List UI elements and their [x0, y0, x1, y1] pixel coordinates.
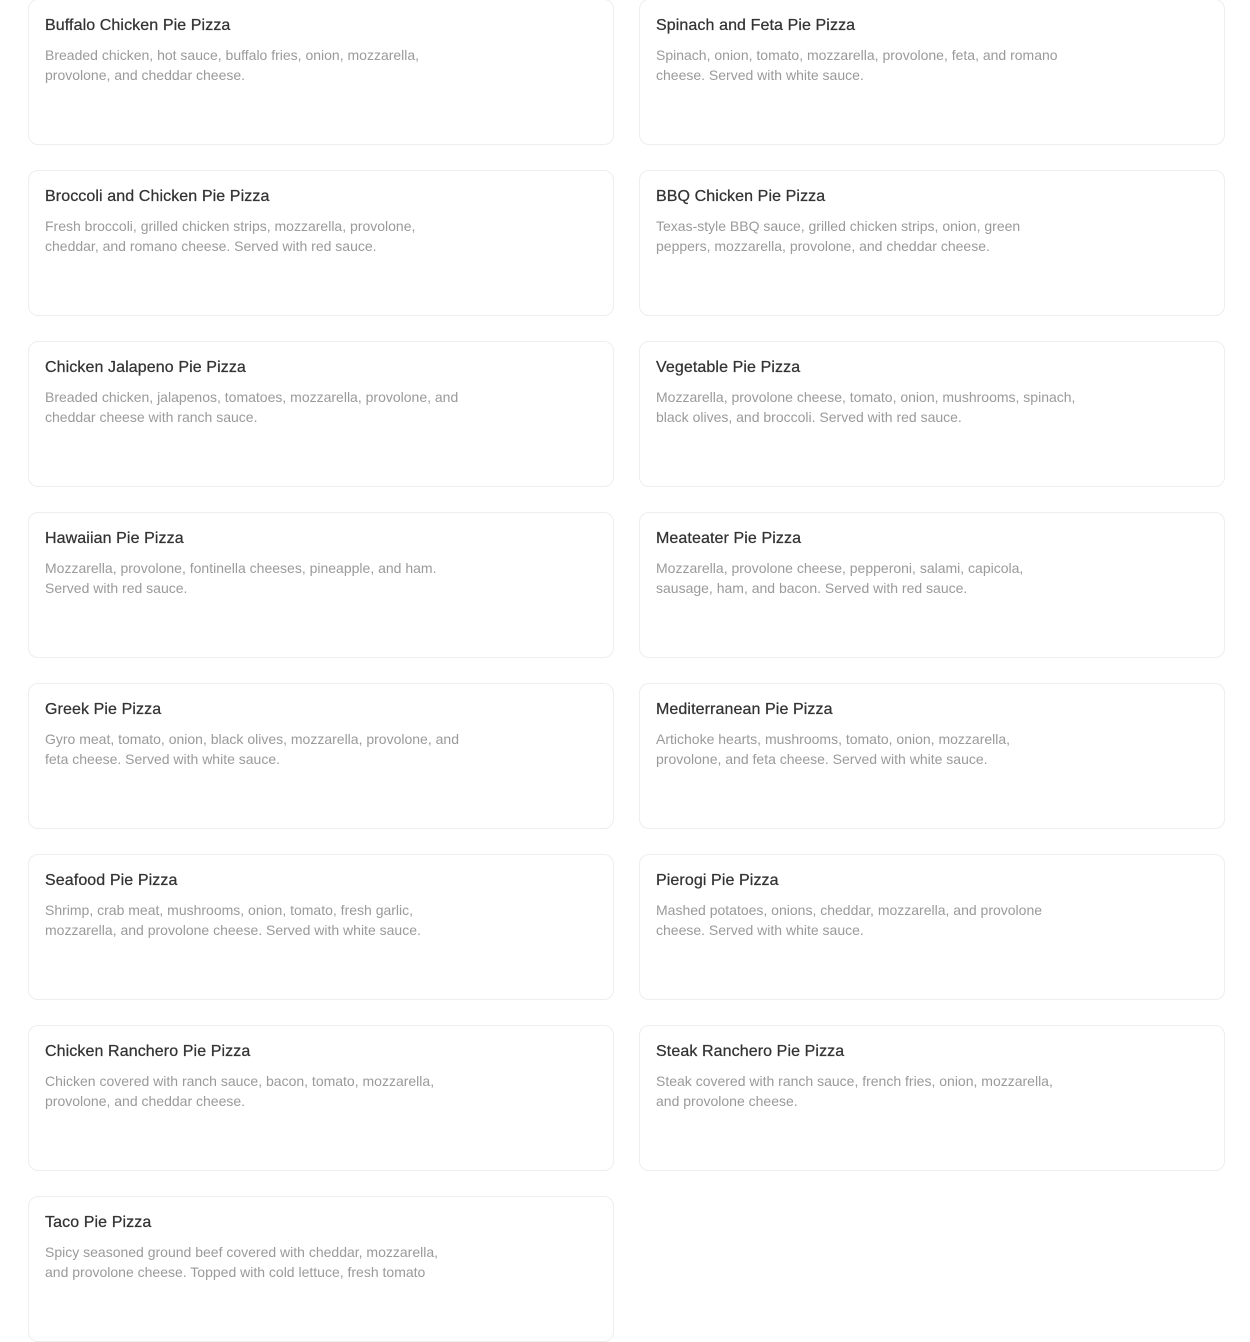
menu-item-name: Hawaiian Pie Pizza [45, 530, 184, 547]
menu-item-name: Chicken Jalapeno Pie Pizza [45, 359, 246, 376]
menu-item-card-hawaiian-pie-pizza[interactable] [28, 512, 614, 658]
menu-item-description: Spinach, onion, tomato, mozzarella, provolone, feta, and romano cheese. Served with white sauce. [656, 47, 1058, 83]
menu-item-card-steak-ranchero-pie-pizza[interactable] [639, 1025, 1225, 1171]
menu-item-card-chicken-ranchero-pie-pizza[interactable] [28, 1025, 614, 1171]
menu-item-card-bbq-chicken-pie-pizza[interactable] [639, 170, 1225, 316]
menu-item-name: Greek Pie Pizza [45, 701, 162, 718]
menu-item-description: Mozzarella, provolone cheese, pepperoni, salami, capicola, sausage, ham, and bacon. Served with red sauce. [656, 560, 1024, 596]
menu-item-description: Artichoke hearts, mushrooms, tomato, onion, mozzarella, provolone, and feta cheese. Served with white sauce. [656, 731, 1011, 767]
menu-item-card-meateater-pie-pizza[interactable] [639, 512, 1225, 658]
menu-item-description: Breaded chicken, jalapenos, tomatoes, mozzarella, provolone, and cheddar cheese with ranch sauce. [45, 389, 459, 425]
menu-item-name: Vegetable Pie Pizza [656, 359, 801, 376]
menu-item-name: Meateater Pie Pizza [656, 530, 802, 547]
menu-item-name: Steak Ranchero Pie Pizza [656, 1043, 845, 1060]
menu-item-description: Steak covered with ranch sauce, french fries, onion, mozzarella, and provolone cheese. [656, 1073, 1053, 1109]
menu-item-description: Mozzarella, provolone, fontinella cheeses, pineapple, and ham. Served with red sauce. [45, 560, 437, 596]
menu-item-description: Shrimp, crab meat, mushrooms, onion, tomato, fresh garlic, mozzarella, and provolone cheese. Served with white sauce. [45, 902, 421, 938]
menu-item-card-pierogi-pie-pizza[interactable] [639, 854, 1225, 1000]
menu-item-card-greek-pie-pizza[interactable] [28, 683, 614, 829]
menu-item-card-buffalo-chicken-pie-pizza[interactable] [28, 0, 614, 145]
menu-item-name: Chicken Ranchero Pie Pizza [45, 1043, 251, 1060]
menu-item-description: Mozzarella, provolone cheese, tomato, onion, mushrooms, spinach, black olives, and broccoli. Served with red sauce. [656, 389, 1076, 425]
menu-item-name: Buffalo Chicken Pie Pizza [45, 17, 231, 34]
menu-item-name: Pierogi Pie Pizza [656, 872, 779, 889]
menu-item-card-vegetable-pie-pizza[interactable] [639, 341, 1225, 487]
menu-item-description: Gyro meat, tomato, onion, black olives, mozzarella, provolone, and feta cheese. Served with white sauce. [45, 731, 459, 767]
menu-item-name: Spinach and Feta Pie Pizza [656, 17, 856, 34]
menu-item-card-seafood-pie-pizza[interactable] [28, 854, 614, 1000]
menu-item-card-taco-pie-pizza[interactable] [28, 1196, 614, 1342]
menu-item-card-chicken-jalapeno-pie-pizza[interactable] [28, 341, 614, 487]
menu-item-name: Taco Pie Pizza [45, 1214, 152, 1231]
menu-item-grid [28, 0, 1225, 1342]
menu-item-card-broccoli-and-chicken-pie-pizza[interactable] [28, 170, 614, 316]
menu-item-name: Mediterranean Pie Pizza [656, 701, 833, 718]
menu-item-description: Breaded chicken, hot sauce, buffalo fries, onion, mozzarella, provolone, and cheddar cheese. [45, 47, 420, 83]
menu-item-description: Texas-style BBQ sauce, grilled chicken strips, onion, green peppers, mozzarella, provolone, and cheddar cheese. [656, 218, 1021, 254]
menu-item-name: BBQ Chicken Pie Pizza [656, 188, 826, 205]
menu-item-name: Seafood Pie Pizza [45, 872, 178, 889]
menu-item-description: Mashed potatoes, onions, cheddar, mozzarella, and provolone cheese. Served with white sauce. [656, 902, 1043, 938]
menu-item-name: Broccoli and Chicken Pie Pizza [45, 188, 270, 205]
menu-item-card-mediterranean-pie-pizza[interactable] [639, 683, 1225, 829]
menu-item-description: Spicy seasoned ground beef covered with cheddar, mozzarella, and provolone cheese. Topped with cold lettuce, fresh tomato [45, 1244, 439, 1280]
menu-item-description: Chicken covered with ranch sauce, bacon, tomato, mozzarella, provolone, and cheddar cheese. [45, 1073, 435, 1109]
menu-item-description: Fresh broccoli, grilled chicken strips, mozzarella, provolone, cheddar, and romano cheese. Served with red sauce. [45, 218, 416, 254]
menu-item-card-spinach-and-feta-pie-pizza[interactable] [639, 0, 1225, 145]
